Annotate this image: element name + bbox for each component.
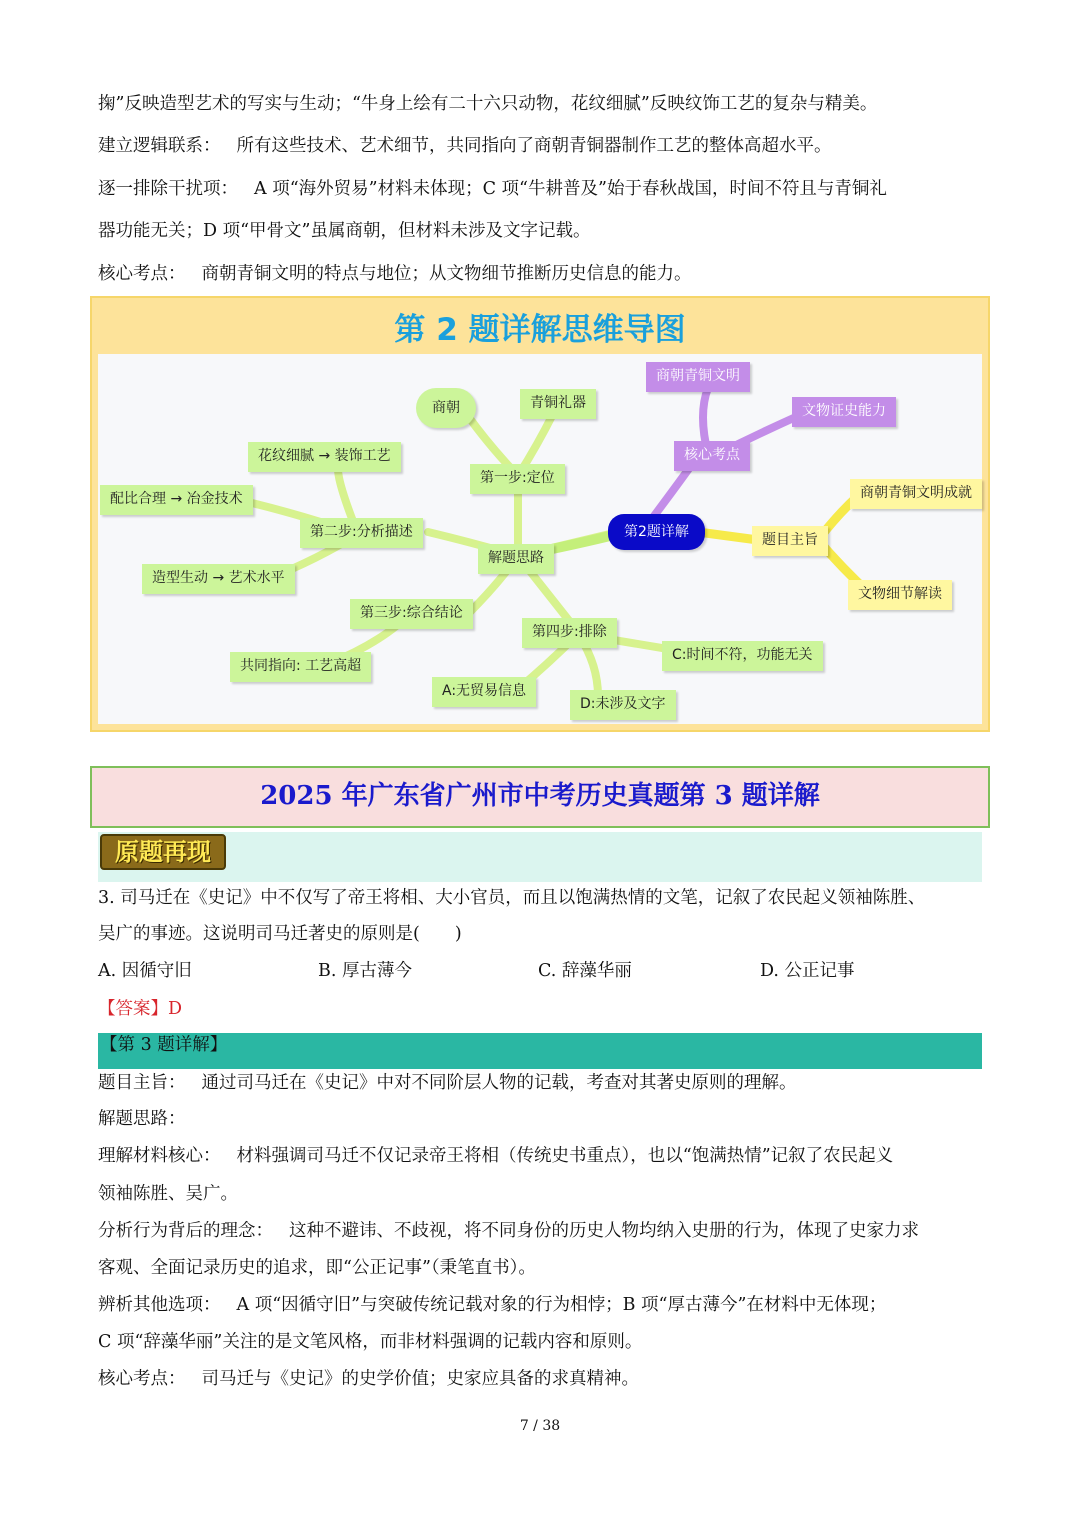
- original-question-badge: 原题再现: [100, 834, 226, 870]
- node-gongtong: 共同指向: 工艺高超: [230, 652, 371, 682]
- node-zaoxing: 造型生动 → 艺术水平: [142, 564, 295, 594]
- explanation-line: [98, 1366, 988, 1392]
- paragraph-line: 掬”反映造型艺术的写实与生动；“牛身上绘有二十六只动物，花纹细腻”反映纹饰工艺的复杂与精美。: [98, 94, 878, 114]
- line-text: 通过司马迁在《史记》中对不同阶层人物的记载，考查对其著史原则的理解。: [201, 1073, 797, 1093]
- option-a: A. 因循守旧: [98, 961, 192, 981]
- node-opt-c: C:时间不符，功能无关: [662, 641, 823, 671]
- node-center: 第2题详解: [608, 514, 705, 550]
- line-label: 分析行为背后的理念：: [98, 1221, 273, 1241]
- node-wenming: 商朝青铜文明: [646, 362, 750, 392]
- line-label: 建立逻辑联系：: [98, 136, 221, 156]
- node-step3: 第三步:综合结论: [350, 599, 473, 629]
- paragraph-line: 器功能无关；D 项“甲骨文”虽属商朝，但材料未涉及文字记载。: [98, 221, 591, 241]
- line-text: A 项“海外贸易”材料未体现；C 项“牛耕普及”始于春秋战国，时间不符且与青铜礼: [254, 179, 887, 199]
- node-shangchao: 商朝: [416, 388, 476, 428]
- explanation-header-text: 【第 3 题详解】: [100, 1035, 228, 1055]
- paragraph-line: [98, 261, 988, 287]
- line-text: 材料强调司马迁不仅记录帝王将相（传统史书重点），也以“饱满热情”记叙了农民起义: [236, 1146, 894, 1166]
- page-number: 7 / 38: [519, 1418, 561, 1434]
- node-huawen: 花纹细腻 → 装饰工艺: [248, 442, 401, 472]
- line-label: 核心考点：: [98, 264, 186, 284]
- node-qingtong-liqi: 青铜礼器: [520, 389, 596, 419]
- node-opt-d: D:未涉及文字: [570, 690, 676, 720]
- mindmap-title: 第 2 题详解思维导图: [394, 312, 686, 348]
- explanation-line: C 项“辞藻华丽”关注的是文笔风格，而非材料强调的记载内容和原则。: [98, 1332, 643, 1352]
- explanation-line: [98, 1143, 988, 1169]
- paragraph-line: [98, 133, 988, 159]
- explanation-line: 领袖陈胜、吴广。: [98, 1184, 238, 1204]
- node-chengjiu: 商朝青铜文明成就: [850, 479, 982, 509]
- line-text: A 项“因循守旧”与突破传统记载对象的行为相悖；B 项“厚古薄今”在材料中无体现；: [236, 1295, 887, 1315]
- line-text: 司马迁与《史记》的史学价值；史家应具备的求真精神。: [201, 1369, 639, 1389]
- connector: [698, 532, 758, 540]
- line-label: 理解材料核心：: [98, 1146, 221, 1166]
- explanation-line: [98, 1292, 988, 1318]
- explanation-line: 解题思路：: [98, 1109, 186, 1129]
- line-label: 核心考点：: [98, 1369, 186, 1389]
- line-text: 这种不避讳、不歧视，将不同身份的历史人物均纳入史册的行为，体现了史家力求: [289, 1221, 919, 1241]
- section-strip: [98, 832, 982, 882]
- option-d: D. 公正记事: [760, 961, 855, 981]
- node-jiedu: 文物细节解读: [848, 580, 952, 610]
- node-step1: 第一步:定位: [470, 464, 565, 494]
- line-text: 商朝青铜文明的特点与地位；从文物细节推断历史信息的能力。: [201, 264, 692, 284]
- line-label: 辨析其他选项：: [98, 1295, 221, 1315]
- option-b: B. 厚古薄今: [318, 961, 412, 981]
- mindmap-canvas: [98, 354, 982, 724]
- node-zhengshi: 文物证史能力: [792, 397, 896, 427]
- line-text: 所有这些技术、艺术细节，共同指向了商朝青铜器制作工艺的整体高超水平。: [236, 136, 832, 156]
- node-step4: 第四步:排除: [522, 618, 617, 648]
- section-banner: 2025 年广东省广州市中考历史真题第 3 题详解: [90, 766, 990, 828]
- explanation-line: [98, 1218, 988, 1244]
- question-line: 吴广的事迹。这说明司马迁著史的原则是( ): [98, 924, 462, 944]
- node-jieti: 解题思路: [478, 544, 554, 574]
- node-step2: 第二步:分析描述: [300, 518, 423, 548]
- line-label: 逐一排除干扰项：: [98, 179, 238, 199]
- node-zhuzhi: 题目主旨: [752, 526, 828, 556]
- explanation-header: [98, 1033, 982, 1069]
- question-line: 3. 司马迁在《史记》中不仅写了帝王将相、大小官员，而且以饱满热情的文笔，记叙了农民起义领袖陈胜、: [98, 888, 926, 908]
- line-label: 题目主旨：: [98, 1073, 186, 1093]
- paragraph-line: [98, 176, 988, 202]
- node-hexin: 核心考点: [674, 441, 750, 471]
- node-peibi: 配比合理 → 冶金技术: [100, 485, 253, 515]
- option-c: C. 辞藻华丽: [538, 961, 632, 981]
- node-opt-a: A:无贸易信息: [432, 677, 536, 707]
- explanation-line: [98, 1070, 988, 1096]
- answer: 【答案】D: [98, 999, 183, 1019]
- explanation-line: 客观、全面记录历史的追求，即“公正记事”（秉笔直书）。: [98, 1258, 536, 1278]
